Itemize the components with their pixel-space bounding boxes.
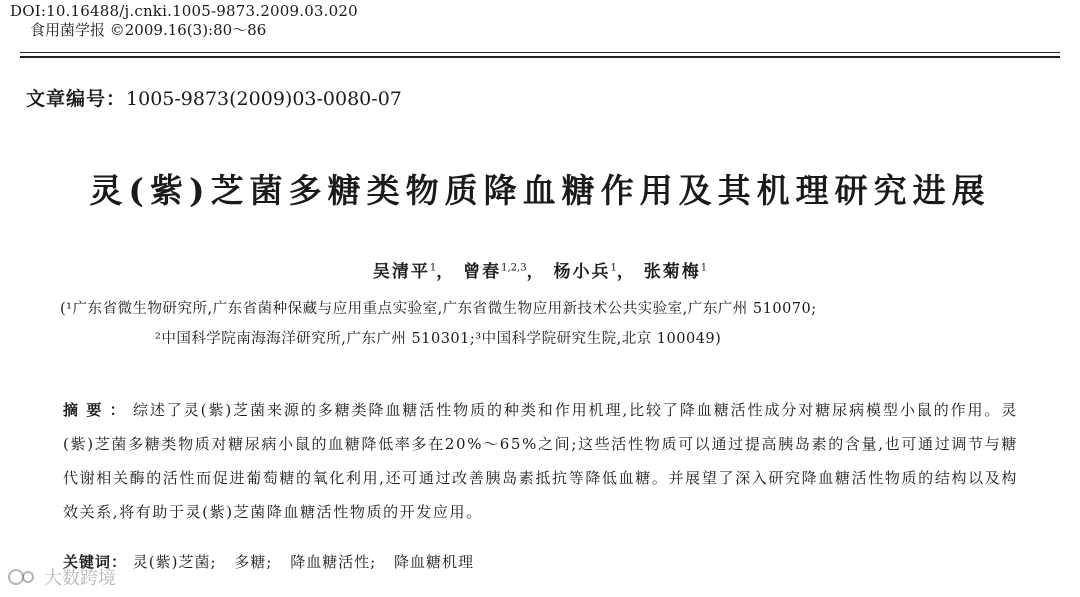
author-affil-sup: 1 <box>610 262 617 274</box>
keywords <box>63 551 486 572</box>
watermark <box>6 565 116 589</box>
abstract <box>63 393 1018 529</box>
author-affil-sup: 1 <box>700 262 708 274</box>
article-number <box>26 84 402 111</box>
watermark-text: 大数跨境 <box>44 568 116 589</box>
abstract-label: 摘要： <box>63 401 133 419</box>
keyword-item: 多糖; <box>234 553 273 571</box>
keyword-item: 降血糖机理 <box>394 553 475 571</box>
author-name: 曾春 <box>463 262 502 282</box>
journal-header <box>10 2 1070 40</box>
article-number-value: 1005-9873(2009)03-0080-07 <box>126 88 402 110</box>
author-name: 杨小兵 <box>553 262 611 282</box>
author-affil-sup: 1,2,3 <box>501 262 527 274</box>
journal-citation: 食用菌学报 ©2009.16(3):80～86 <box>30 21 267 39</box>
abstract-text: 综述了灵(紫)芝菌来源的多糖类降血糖活性物质的种类和作用机理,比较了降血糖活性成分对糖尿病模型小鼠的作用。灵(紫)芝菌多糖类物质对糖尿病小鼠的血糖降低率多在20%～65%之间;这些活性物质可以通过提高胰岛素的含量,也可通过调节与糖代谢相关酶的活性而促进葡萄糖的氧化利用,还可通过改善胰岛素抵抗等降低血糖。并展望了深入研究降血糖活性物质的结构以及构效关系,将有助于灵(紫)芝菌降血糖活性物质的开发应用。 <box>63 401 1018 521</box>
author-list: 吴清平$^1$， 曾春$^{1,2,3}$， 杨小兵$^1$， 张菊梅$^1$ <box>372 262 708 282</box>
author-name: 吴清平 <box>372 262 430 282</box>
header-rule-thin <box>20 52 1060 53</box>
affiliation-line-2: ²中国科学院南海海洋研究所,广东广州 510301;³中国科学院研究生院,北京 100049) <box>155 331 722 347</box>
doi-line: DOI:10.16488/j.cnki.1005-9873.2009.03.020 <box>10 2 358 20</box>
affiliation-line-1: (¹广东省微生物研究所,广东省菌种保藏与应用重点实验室,广东省微生物应用新技术公共实验室,广东广州 510070; <box>60 301 817 317</box>
keyword-item: 降血糖活性; <box>290 553 377 571</box>
paper-title: 灵(紫)芝菌多糖类物质降血糖作用及其机理研究进展 <box>89 171 991 210</box>
author-affil-sup: 1 <box>429 262 437 274</box>
watermark-logo-icon <box>6 567 40 587</box>
keywords-label: 关键词： <box>63 553 128 571</box>
author-name: 张菊梅 <box>643 262 701 282</box>
article-number-label: 文章编号： <box>26 88 127 110</box>
keyword-item: 灵(紫)芝菌; <box>132 553 217 571</box>
header-rule-thick <box>20 56 1060 58</box>
